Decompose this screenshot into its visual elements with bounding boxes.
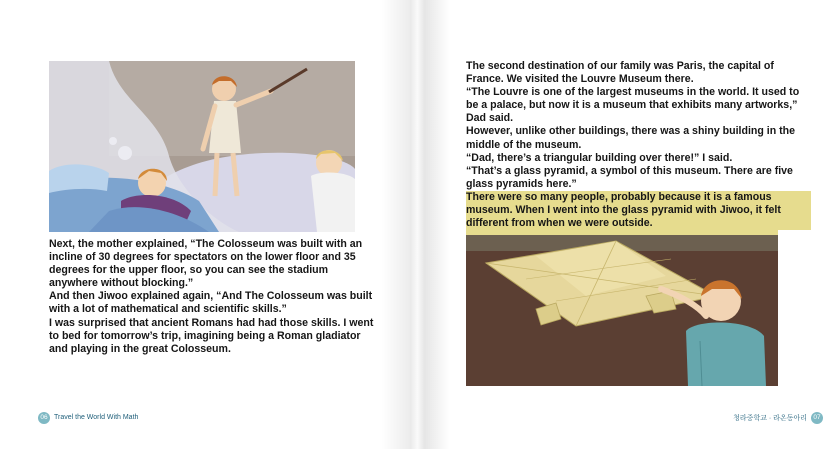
right-paragraph-3: However, unlike other buildings, there was a shiny building in the middle of the museum.	[466, 125, 796, 151]
left-page	[0, 0, 410, 449]
right-paragraph-5: “That’s a glass pyramid, a symbol of this museum. There are five glass pyramids here.”	[466, 164, 793, 190]
right-page-text	[466, 60, 811, 230]
left-paragraph-2: And then Jiwoo explained again, “And The Colosseum was built with a lot of mathematical and scientific skills.”	[49, 290, 373, 316]
left-footer	[38, 411, 138, 424]
highlighted-paragraph: There were so many people, probably because it is a famous museum. When I went into the glass pyramid with Jiwoo, it felt different from when we were outside.	[466, 191, 811, 230]
book-gutter	[410, 0, 425, 449]
right-page	[425, 0, 835, 449]
left-paragraph-3: I was surprised that ancient Romans had had those skills. I went to bed for tomorrow’s trip, imagining being a Roman gladiator and playing in the great Colosseum.	[49, 316, 374, 355]
right-paragraph-4: “Dad, there’s a triangular building over there!” I said.	[466, 151, 733, 164]
right-footer	[733, 411, 823, 424]
left-paragraph-1: Next, the mother explained, “The Colosseum was built with an incline of 30 degrees for spectators on the lower floor and 35 degrees for the upper floor, so you can see the stadium anywhere without blocking.”	[49, 238, 363, 290]
club-name: 청라중학교 · 라온동아리	[733, 414, 807, 422]
right-paragraph-2: “The Louvre is one of the largest museums in the world. It used to be a palace, but now it is a museum that exhibits many artworks,” Dad said.	[466, 86, 800, 125]
left-page-text	[49, 238, 379, 356]
gladiator-dream-illustration	[49, 61, 355, 232]
page-number-badge: 06	[38, 412, 50, 424]
book-title: Travel the World With Math	[54, 414, 139, 421]
page-number-badge: 07	[811, 412, 823, 424]
right-paragraph-1: The second destination of our family was Paris, the capital of France. We visited the Louvre Museum there.	[466, 60, 774, 86]
